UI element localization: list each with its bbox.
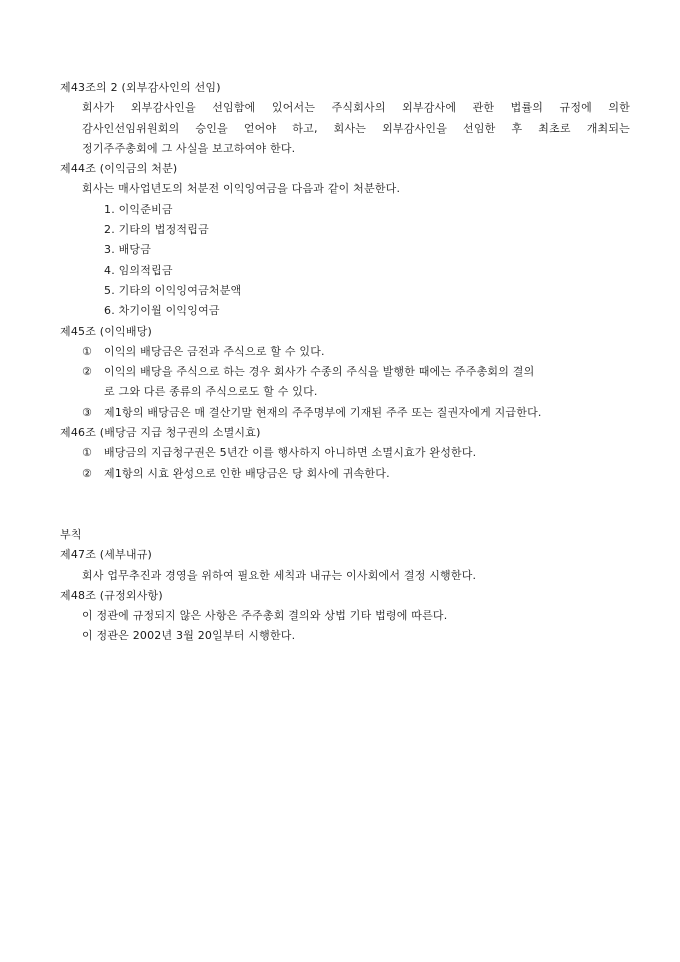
article-body-line: 이 정관에 규정되지 않은 사항은 주주총회 결의와 상법 기타 법령에 따른다. [82,609,448,623]
article-body-line: 정기주주총회에 그 사실을 보고하여야 한다. [82,141,296,155]
section-spacer [60,484,630,525]
paragraph-number: ② [82,466,93,480]
paragraph-continuation: 로 그와 다른 종류의 주식으로도 할 수 있다. [104,385,318,399]
paragraph-text: 이익의 배당을 주식으로 하는 경우 회사가 수종의 주식을 발행한 때에는 주주총회의 결의 [104,365,535,379]
article-body-line: 감사인선임위원회의 승인을 얻어야 하고, 회사는 외부감사인을 선임한 후 최초로 개최되는 [82,121,630,135]
document-page [60,78,630,647]
paragraph-1 [60,342,630,362]
paragraph-text: 이익의 배당금은 금전과 주식으로 할 수 있다. [104,344,325,358]
article-heading: 제46조 (배당금 지급 청구권의 소멸시효) [60,426,261,440]
paragraph-number: ③ [82,405,93,419]
paragraph-2 [60,464,630,484]
list-item: 2. 기타의 법정적립금 [104,223,209,237]
list-item: 6. 차기이월 이익잉여금 [104,304,220,318]
list-item: 3. 배당금 [104,243,152,257]
article-heading: 제44조 (이익금의 처분) [60,162,178,176]
article-body-line: 회사가 외부감사인을 선임함에 있어서는 주식회사의 외부감사에 관한 법률의 규정에 의한 [82,101,630,115]
list-item: 4. 임의적립금 [104,263,173,277]
article-body-line: 회사는 매사업년도의 처분전 이익잉여금을 다음과 같이 처분한다. [82,182,401,196]
article-heading: 제43조의 2 (외부감사인의 선임) [60,81,221,94]
paragraph-number: ② [82,365,93,379]
paragraph-text: 제1항의 배당금은 매 결산기말 현재의 주주명부에 기재된 주주 또는 질권자에게 지급한다. [104,405,542,419]
article-heading: 제48조 (규정외사항) [60,588,163,602]
paragraph-1 [60,443,630,463]
paragraph-text: 제1항의 시효 완성으로 인한 배당금은 당 회사에 귀속한다. [104,466,390,480]
paragraph-text: 배당금의 지급청구권은 5년간 이를 행사하지 아니하면 소멸시효가 완성한다. [104,446,477,460]
paragraph-3 [60,403,630,423]
article-heading: 제45조 (이익배당) [60,324,153,338]
paragraph-2 [60,362,630,382]
paragraph-number: ① [82,344,93,358]
list-item: 5. 기타의 이익잉여금처분액 [104,283,242,297]
article-body-line: 이 정관은 2002년 3월 20일부터 시행한다. [82,629,296,643]
list-item: 1. 이익준비금 [104,202,173,216]
supplementary-heading: 부칙 [60,527,82,541]
article-heading: 제47조 (세부내규) [60,548,153,562]
article-body-line: 회사 업무추진과 경영을 위하여 필요한 세칙과 내규는 이사회에서 결정 시행한다. [82,568,477,582]
paragraph-number: ① [82,446,93,460]
